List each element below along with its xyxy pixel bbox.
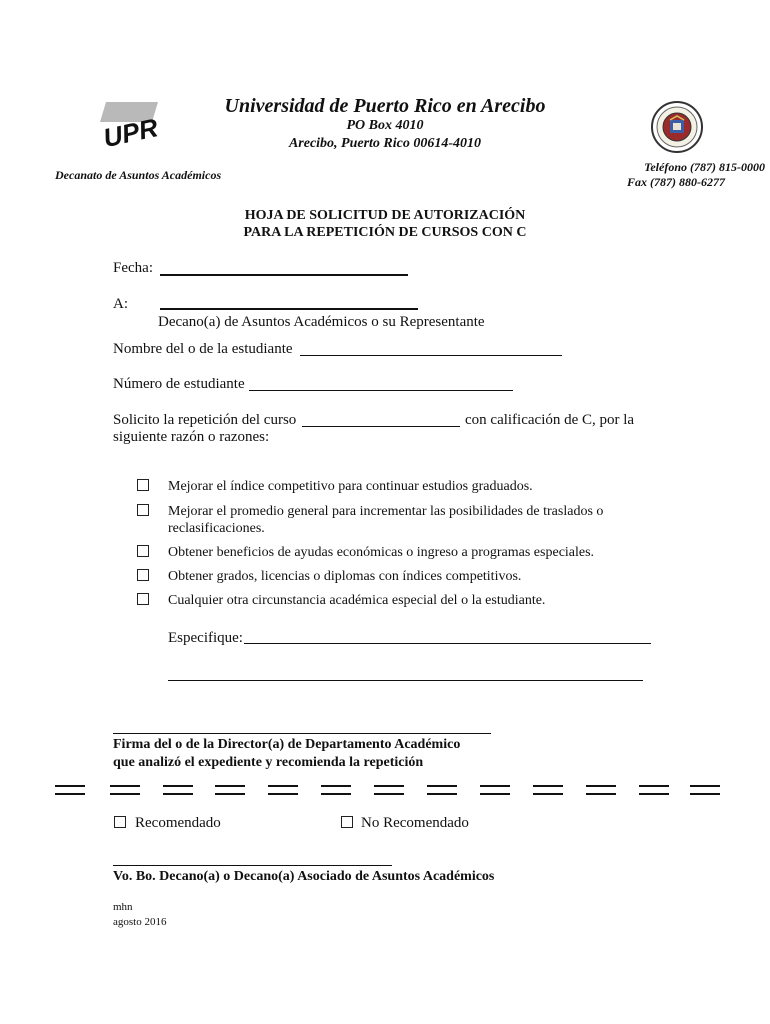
especifique-label: Especifique: [168, 630, 243, 646]
department-name: Decanato de Asuntos Académicos [55, 168, 222, 182]
form-title-line1: HOJA DE SOLICITUD DE AUTORIZACIÓN [244, 208, 526, 223]
city-address: Arecibo, Puerto Rico 00614-4010 [288, 136, 482, 151]
university-name: Universidad de Puerto Rico en Arecibo [224, 95, 546, 117]
a-label: A: [113, 296, 128, 312]
separator-dash [163, 785, 193, 795]
numero-label: Número de estudiante [113, 376, 245, 392]
footer-date: agosto 2016 [113, 916, 167, 928]
separator-dash [321, 785, 351, 795]
reason-label-1: Mejorar el índice competitivo para continuar estudios graduados. [168, 479, 533, 494]
seal-icon [650, 100, 704, 154]
no-recomendado-label: No Recomendado [361, 815, 469, 831]
reason-label-2-cont: reclasificaciones. [168, 521, 265, 536]
solicito-text-3: siguiente razón o razones: [113, 429, 270, 445]
separator-dash [586, 785, 616, 795]
reason-checkbox-4[interactable] [137, 569, 149, 581]
po-box: PO Box 4010 [346, 118, 424, 133]
reason-checkbox-2[interactable] [137, 504, 149, 516]
a-caption: Decano(a) de Asuntos Académicos o su Representante [158, 314, 485, 330]
separator-dash [533, 785, 563, 795]
recomendado-checkbox[interactable] [114, 816, 126, 828]
separator-dash [427, 785, 457, 795]
a-field[interactable] [160, 308, 418, 310]
fax: Fax (787) 880-6277 [627, 175, 725, 189]
separator-dash [639, 785, 669, 795]
reason-label-3: Obtener beneficios de ayudas económicas o ingreso a programas especiales. [168, 545, 595, 560]
reason-checkbox-3[interactable] [137, 545, 149, 557]
recomendado-label: Recomendado [135, 815, 221, 831]
no-recomendado-checkbox[interactable] [341, 816, 353, 828]
separator-dash [268, 785, 298, 795]
separator-dash [110, 785, 140, 795]
nombre-field[interactable] [300, 355, 562, 356]
director-signature-field[interactable] [113, 733, 491, 734]
reason-label-5: Cualquier otra circunstancia académica especial del o la estudiante. [168, 593, 546, 608]
reason-checkbox-1[interactable] [137, 479, 149, 491]
separator-dash [480, 785, 510, 795]
reason-label-4: Obtener grados, licencias o diplomas con índices competitivos. [168, 569, 522, 584]
separator-dash [55, 785, 85, 795]
numero-field[interactable] [249, 390, 513, 391]
director-signature-line1: Firma del o de la Director(a) de Departamento Académico [113, 737, 461, 752]
especifique-field[interactable] [244, 643, 651, 644]
dean-signature-label: Vo. Bo. Decano(a) o Decano(a) Asociado de Asuntos Académicos [113, 869, 495, 884]
fecha-label: Fecha: [113, 260, 153, 276]
solicito-text-1: Solicito la repetición del curso [113, 412, 297, 428]
reason-checkbox-5[interactable] [137, 593, 149, 605]
solicito-text-2: con calificación de C, por la [465, 412, 635, 428]
curso-field[interactable] [302, 426, 460, 427]
especifique-field-2[interactable] [168, 680, 643, 681]
reason-label-2: Mejorar el promedio general para incrementar las posibilidades de traslados o [168, 504, 604, 519]
phone: Teléfono (787) 815-0000 [644, 160, 765, 174]
footer-initials: mhn [113, 901, 133, 913]
dean-signature-field[interactable] [113, 865, 392, 866]
fecha-field[interactable] [160, 274, 408, 276]
separator-dash [374, 785, 404, 795]
separator-dash [215, 785, 245, 795]
separator-dash [690, 785, 720, 795]
form-title-line2: PARA LA REPETICIÓN DE CURSOS CON C [243, 225, 527, 240]
nombre-label: Nombre del o de la estudiante [113, 341, 293, 357]
director-signature-line2: que analizó el expediente y recomienda la repetición [113, 755, 424, 770]
svg-text:UPR: UPR [100, 112, 161, 150]
